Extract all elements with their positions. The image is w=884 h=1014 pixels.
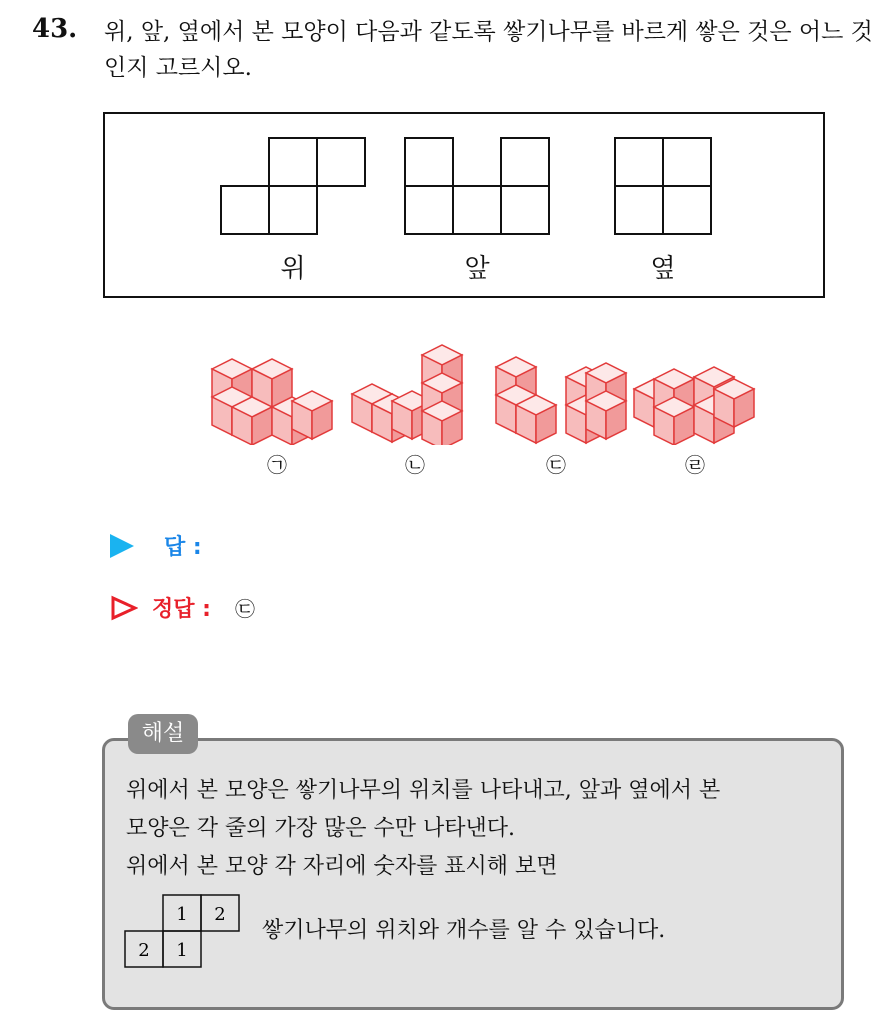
option-label[interactable]: ㉣ xyxy=(685,453,705,477)
explanation-tab: 해설 xyxy=(128,714,198,754)
front-view-cell xyxy=(405,186,453,234)
filled-triangle-icon xyxy=(110,534,134,558)
top-view-cell xyxy=(221,186,269,234)
top-view-cell xyxy=(317,138,365,186)
side-view-cell xyxy=(663,186,711,234)
side-view-cell xyxy=(663,138,711,186)
top-view-cell xyxy=(269,138,317,186)
question-number: 43. xyxy=(32,14,78,44)
front-view-label: 앞 xyxy=(464,254,490,284)
explanation-line-2: 모양은 각 줄의 가장 많은 수만 나타낸다. xyxy=(126,816,515,841)
correct-answer-row xyxy=(110,592,255,623)
explanation-grid-text: 쌓기나무의 위치와 개수를 알 수 있습니다. xyxy=(262,918,666,943)
top-view-label: 위 xyxy=(280,254,306,284)
option-label[interactable]: ㉢ xyxy=(546,453,566,477)
answer-label: 답 : xyxy=(164,535,202,560)
front-view-cell xyxy=(501,138,549,186)
explanation-line-1: 위에서 본 모양은 쌓기나무의 위치를 나타내고, 앞과 옆에서 본 xyxy=(126,778,721,803)
correct-answer-label: 정답 : xyxy=(152,597,211,622)
top-view-cell xyxy=(269,186,317,234)
grid-cell: 1 xyxy=(176,940,188,961)
correct-answer-value: ㉢ xyxy=(234,597,255,621)
option-4-blocks xyxy=(634,367,754,445)
side-view-cell xyxy=(615,138,663,186)
option-3-blocks xyxy=(496,357,626,443)
option-2-blocks xyxy=(352,345,462,445)
option-label[interactable]: ㉠ xyxy=(267,453,287,477)
front-view-cell xyxy=(405,138,453,186)
question-text: 위, 앞, 옆에서 본 모양이 다음과 같도록 쌓기나무를 바르게 쌓은 것은 어느 것인지 고르시오. xyxy=(104,19,873,81)
outline-triangle-icon xyxy=(110,595,138,621)
explanation-line-3: 위에서 본 모양 각 자리에 숫자를 표시해 보면 xyxy=(126,854,558,879)
side-view-cell xyxy=(615,186,663,234)
count-grid xyxy=(124,893,242,973)
front-view-cell xyxy=(501,186,549,234)
views-box xyxy=(103,112,825,298)
option-label[interactable]: ㉡ xyxy=(405,453,425,477)
grid-cell: 2 xyxy=(214,904,226,925)
front-view-cell xyxy=(453,186,501,234)
grid-cell: 1 xyxy=(176,904,188,925)
side-view-label: 옆 xyxy=(650,254,676,284)
grid-cell: 2 xyxy=(138,940,150,961)
option-1-blocks xyxy=(212,359,332,445)
answer-row xyxy=(110,530,226,561)
options-drawing xyxy=(200,335,760,445)
